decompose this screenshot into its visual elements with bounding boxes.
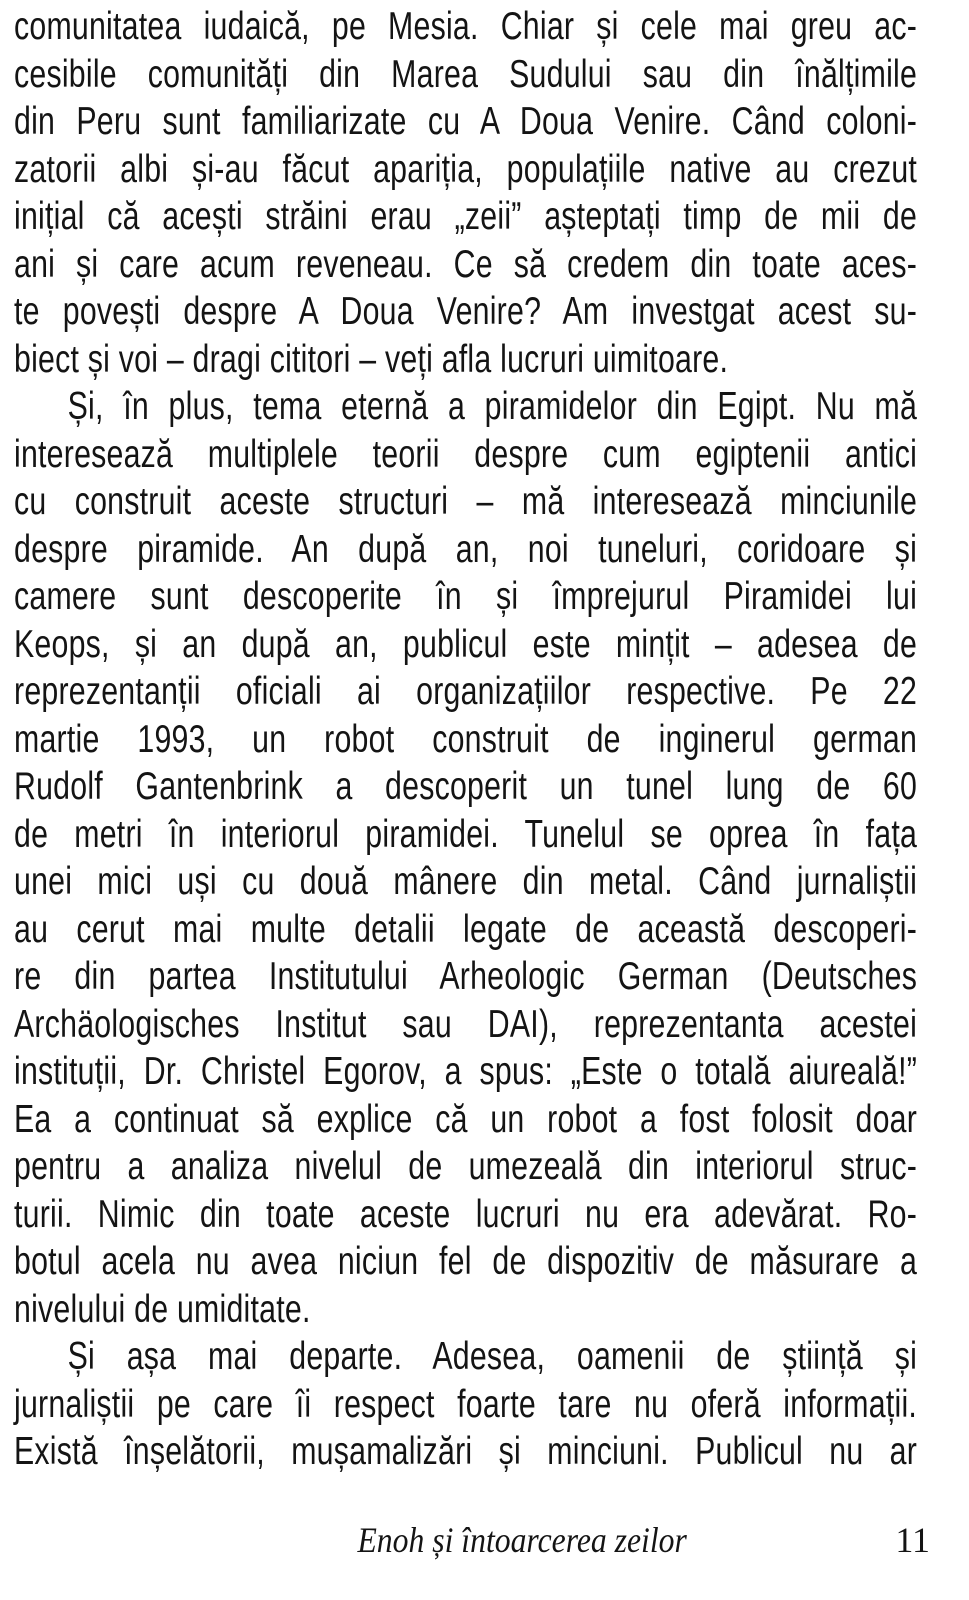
text-line: camere sunt descoperite în și împrejurul Piramidei lui xyxy=(14,575,918,618)
text-line: Archäologisches Institut sau DAI), reprezentanta acestei xyxy=(14,1002,918,1046)
text-line: au cerut mai multe detalii legate de această descoperi- xyxy=(14,907,918,951)
text-line: jurnaliștii pe care îi respect foarte tare nu oferă informații. xyxy=(14,1382,918,1426)
text-line: unei mici uși cu două mânere din metal. Când jurnaliștii xyxy=(14,860,918,903)
text-line: din Peru sunt familiarizate cu A Doua Venire. Când coloni- xyxy=(14,100,918,143)
text-line: biect și voi – dragi cititori – veți afla lucruri uimitoare. xyxy=(14,337,729,381)
page-footer xyxy=(14,1513,930,1567)
text-line: reprezentanții oficiali ai organizațiilor respective. Pe 22 xyxy=(14,670,918,713)
text-line: ani și care acum reveneau. Ce să credem din toate aces- xyxy=(14,242,918,286)
text-line: Rudolf Gantenbrink a descoperit un tunel lung de 60 xyxy=(14,765,918,808)
text-line: zatorii albi și-au făcut apariția, populațiile native au crezut xyxy=(14,147,918,191)
text-line: turii. Nimic din toate aceste lucruri nu era adevărat. Ro- xyxy=(14,1192,918,1236)
text-line: cesibile comunități din Marea Sudului sau din înălțimile xyxy=(14,52,918,96)
text-line: Și așa mai departe. Adesea, oamenii de știință și xyxy=(67,1335,918,1378)
text-line: comunitatea iudaică, pe Mesia. Chiar și cele mai greu ac- xyxy=(14,5,918,48)
text-line: nivelului de umiditate. xyxy=(14,1287,311,1331)
text-line: Ea a continuat să explice că un robot a fost folosit doar xyxy=(14,1097,918,1141)
text-line: martie 1993, un robot construit de inginerul german xyxy=(14,717,918,761)
text-line: Și, în plus, tema eternă a piramidelor din Egipt. Nu mă xyxy=(67,385,918,428)
text-line: botul acela nu avea niciun fel de dispozitiv de măsurare a xyxy=(14,1240,918,1283)
text-line: Keops, și an după an, publicul este mințit – adesea de xyxy=(14,622,918,666)
body-text-block xyxy=(14,3,917,1476)
page-number: 11 xyxy=(895,1520,930,1560)
running-title: Enoh și întoarcerea zeilor xyxy=(357,1520,687,1560)
text-line: despre piramide. An după an, noi tuneluri, coridoare și xyxy=(14,527,918,571)
text-line: cu construit aceste structuri – mă interesează minciunile xyxy=(14,480,918,523)
text-line: interesează multiplele teorii despre cum egiptenii antici xyxy=(14,432,918,476)
text-line: instituții, Dr. Christel Egorov, a spus: „Este o totală aiureală!” xyxy=(14,1050,918,1093)
text-line: Există înșelătorii, mușamalizări și minciuni. Publicul nu ar xyxy=(14,1430,918,1473)
text-line: de metri în interiorul piramidei. Tunelul se oprea în fața xyxy=(14,812,918,856)
text-line: pentru a analiza nivelul de umezeală din interiorul struc- xyxy=(14,1145,918,1188)
text-line: re din partea Institutului Arheologic German (Deutsches xyxy=(14,955,918,998)
text-line: inițial că acești străini erau „zeii” așteptați timp de mii de xyxy=(14,195,918,238)
text-line: te povești despre A Doua Venire? Am investgat acest su- xyxy=(14,290,918,333)
